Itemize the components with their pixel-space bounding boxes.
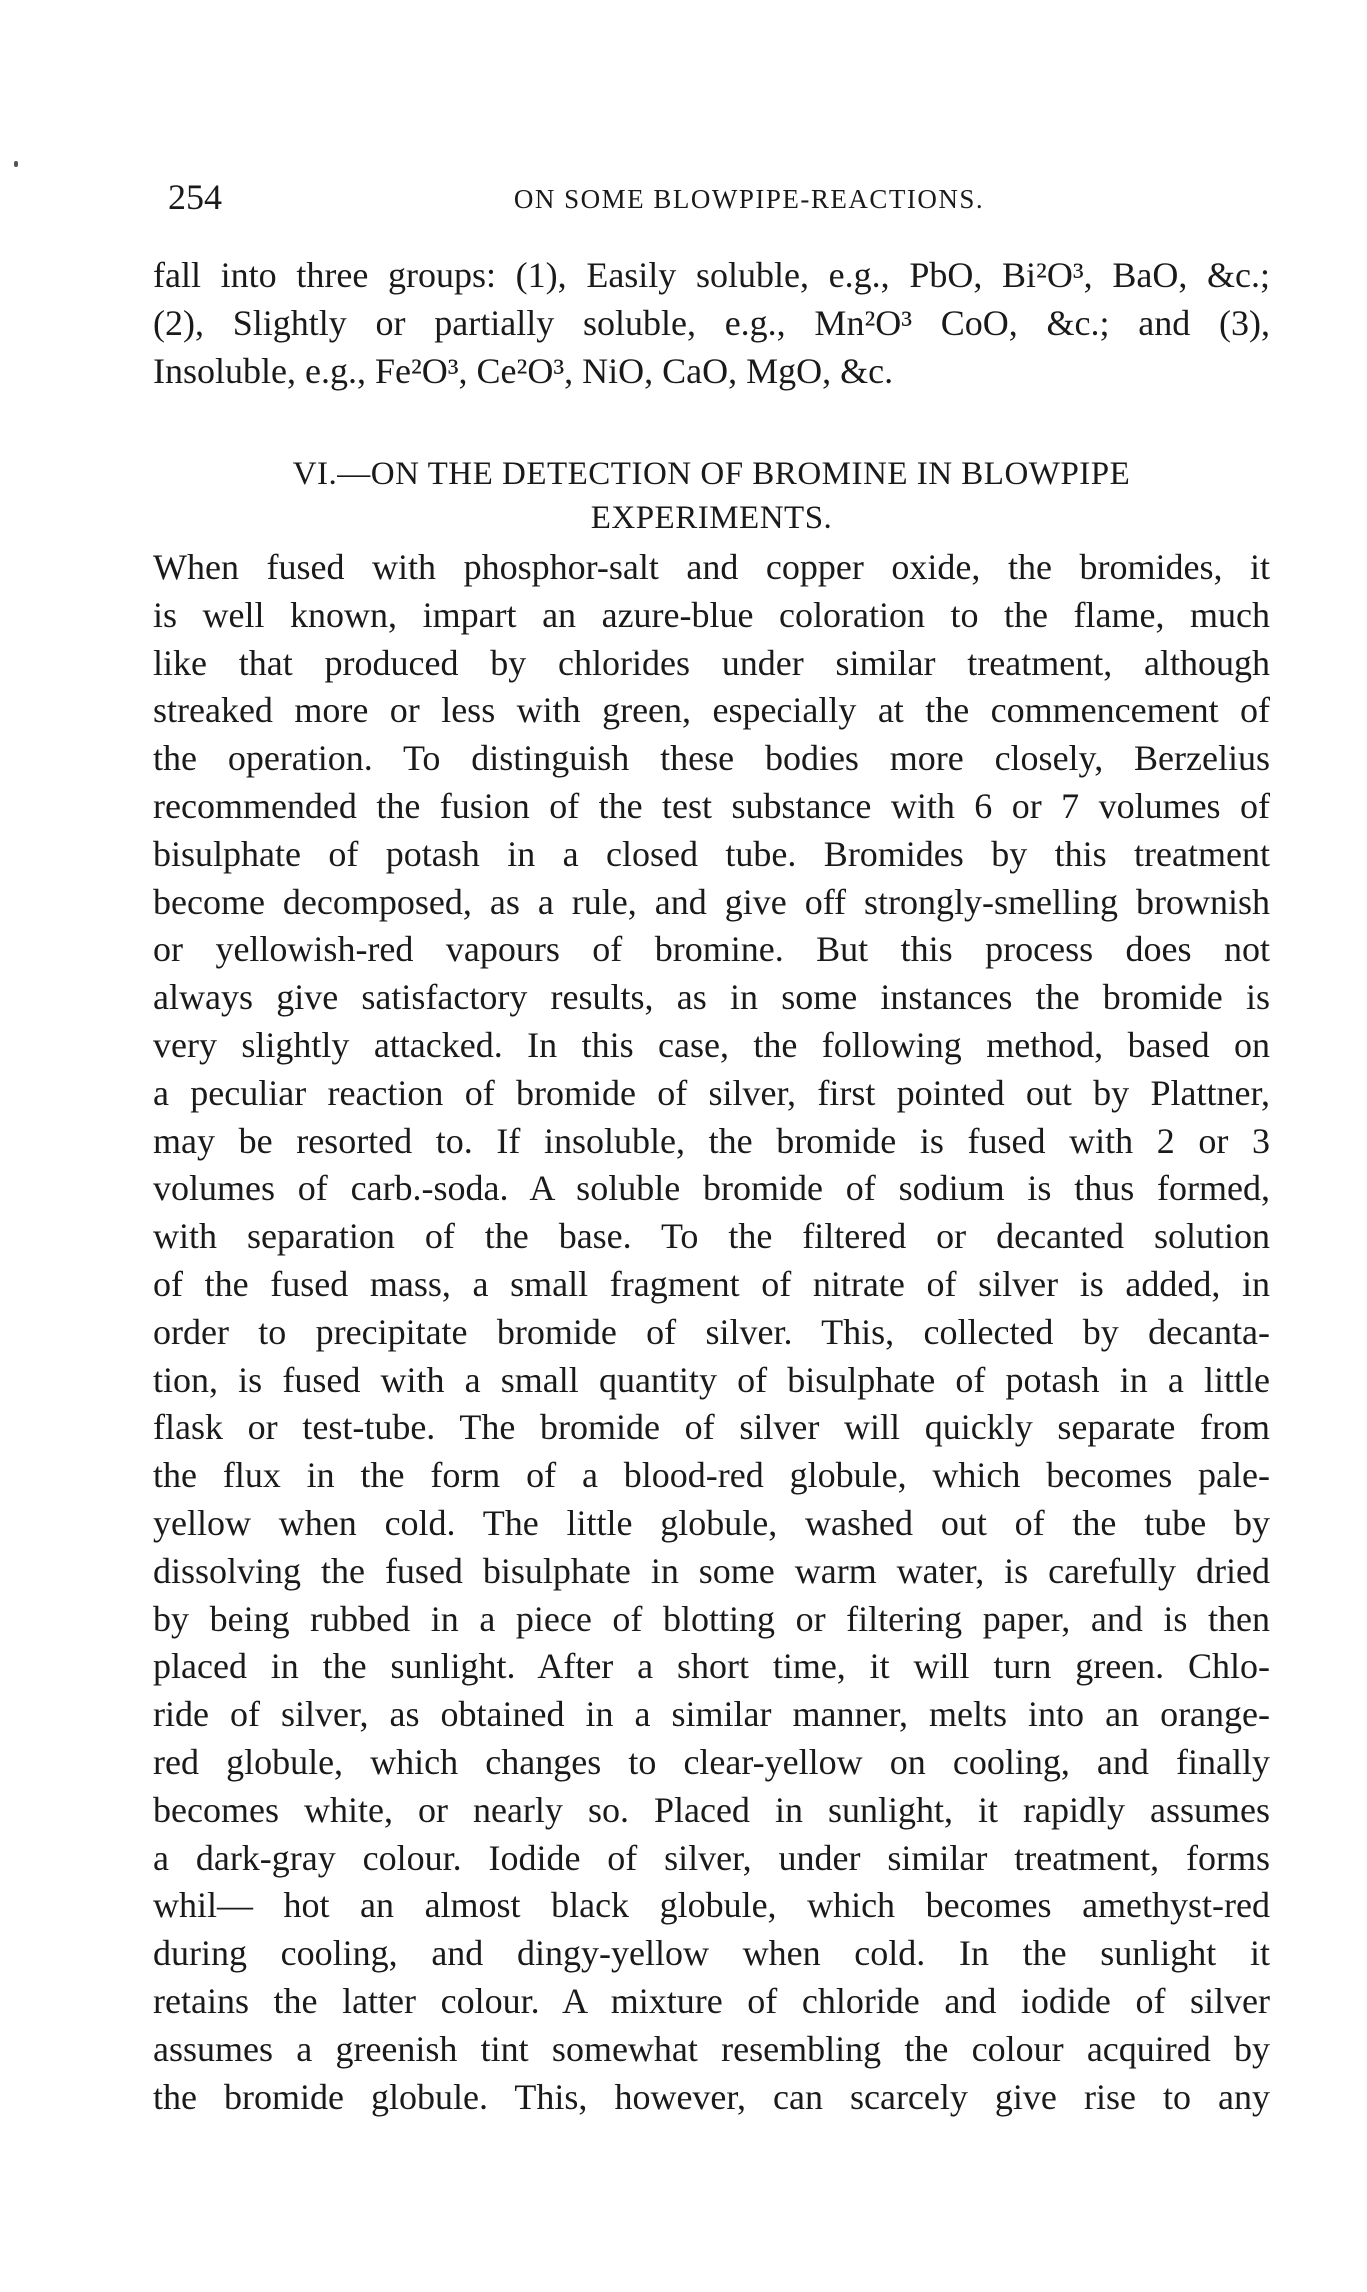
- section-heading-line: VI.—ON THE DETECTION OF BROMINE IN BLOWPIPE: [292, 456, 1131, 492]
- page-number: 254: [168, 177, 222, 217]
- section-heading: [153, 452, 1270, 540]
- text-line: a peculiar reaction of bromide of silver, first pointed out by Plattner,: [153, 1072, 1270, 1113]
- text-line: streaked more or less with green, especially at the commencement of: [153, 690, 1270, 731]
- text-line: a dark-gray colour. Iodide of silver, under similar treatment, forms: [153, 1837, 1270, 1878]
- text-line: become decomposed, as a rule, and give off strongly-smelling brownish: [153, 881, 1270, 922]
- text-line: ride of silver, as obtained in a similar manner, melts into an orange-: [153, 1694, 1270, 1735]
- continuation-paragraph: [153, 252, 1270, 395]
- section-heading-line: EXPERIMENTS.: [590, 500, 833, 536]
- text-line: bisulphate of potash in a closed tube. Bromides by this treatment: [153, 833, 1270, 874]
- text-line: like that produced by chlorides under similar treatment, although: [153, 642, 1270, 683]
- text-line: placed in the sunlight. After a short time, it will turn green. Chlo-: [153, 1646, 1270, 1687]
- body-paragraph: [153, 544, 1270, 2121]
- text-line: assumes a greenish tint somewhat resembling the colour acquired by: [153, 2028, 1270, 2069]
- text-line: fall into three groups: (1), Easily soluble, e.g., PbO, Bi²O³, BaO, &c.;: [153, 255, 1270, 295]
- text-line: yellow when cold. The little globule, washed out of the tube by: [153, 1502, 1270, 1543]
- text-line: Insoluble, e.g., Fe²O³, Ce²O³, NiO, CaO, MgO, &c.: [153, 350, 894, 391]
- text-line: during cooling, and dingy-yellow when cold. In the sunlight it: [153, 1933, 1270, 1974]
- text-line: may be resorted to. If insoluble, the bromide is fused with 2 or 3: [153, 1120, 1270, 1161]
- text-line: the flux in the form of a blood-red globule, which becomes pale-: [153, 1455, 1270, 1496]
- text-line: red globule, which changes to clear-yellow on cooling, and finally: [153, 1741, 1270, 1782]
- running-title: ON SOME BLOWPIPE-REACTIONS.: [513, 184, 985, 214]
- text-line: by being rubbed in a piece of blotting or filtering paper, and is then: [153, 1598, 1270, 1639]
- text-line: of the fused mass, a small fragment of nitrate of silver is added, in: [153, 1263, 1270, 1304]
- text-line: the operation. To distinguish these bodies more closely, Berzelius: [153, 738, 1270, 779]
- text-line: (2), Slightly or partially soluble, e.g., Mn²O³ CoO, &c.; and (3),: [153, 302, 1270, 343]
- text-line: always give satisfactory results, as in some instances the bromide is: [153, 977, 1270, 1018]
- text-line: becomes white, or nearly so. Placed in sunlight, it rapidly assumes: [153, 1789, 1270, 1830]
- text-line: order to precipitate bromide of silver. This, collected by decanta-: [153, 1311, 1270, 1352]
- text-line: flask or test-tube. The bromide of silver will quickly separate from: [153, 1407, 1270, 1448]
- running-head: [168, 172, 1270, 222]
- text-line: or yellowish-red vapours of bromine. But this process does not: [153, 929, 1270, 970]
- text-line: with separation of the base. To the filtered or decanted solution: [153, 1216, 1270, 1257]
- text-line: retains the latter colour. A mixture of chloride and iodide of silver: [153, 1980, 1270, 2021]
- text-line: volumes of carb.-soda. A soluble bromide of sodium is thus formed,: [153, 1168, 1270, 1209]
- text-line: dissolving the fused bisulphate in some warm water, is carefully dried: [153, 1550, 1270, 1591]
- text-line: When fused with phosphor-salt and copper oxide, the bromides, it: [153, 547, 1270, 587]
- text-line: tion, is fused with a small quantity of bisulphate of potash in a little: [153, 1359, 1270, 1400]
- text-line: recommended the fusion of the test substance with 6 or 7 volumes of: [153, 785, 1270, 826]
- text-line: the bromide globule. This, however, can scarcely give rise to any: [153, 2076, 1270, 2117]
- stray-ink-mark: [14, 161, 18, 167]
- text-line: is well known, impart an azure-blue coloration to the flame, much: [153, 594, 1270, 635]
- text-line: whil— hot an almost black globule, which becomes amethyst-red: [153, 1885, 1270, 1926]
- text-line: very slightly attacked. In this case, the following method, based on: [153, 1024, 1270, 1065]
